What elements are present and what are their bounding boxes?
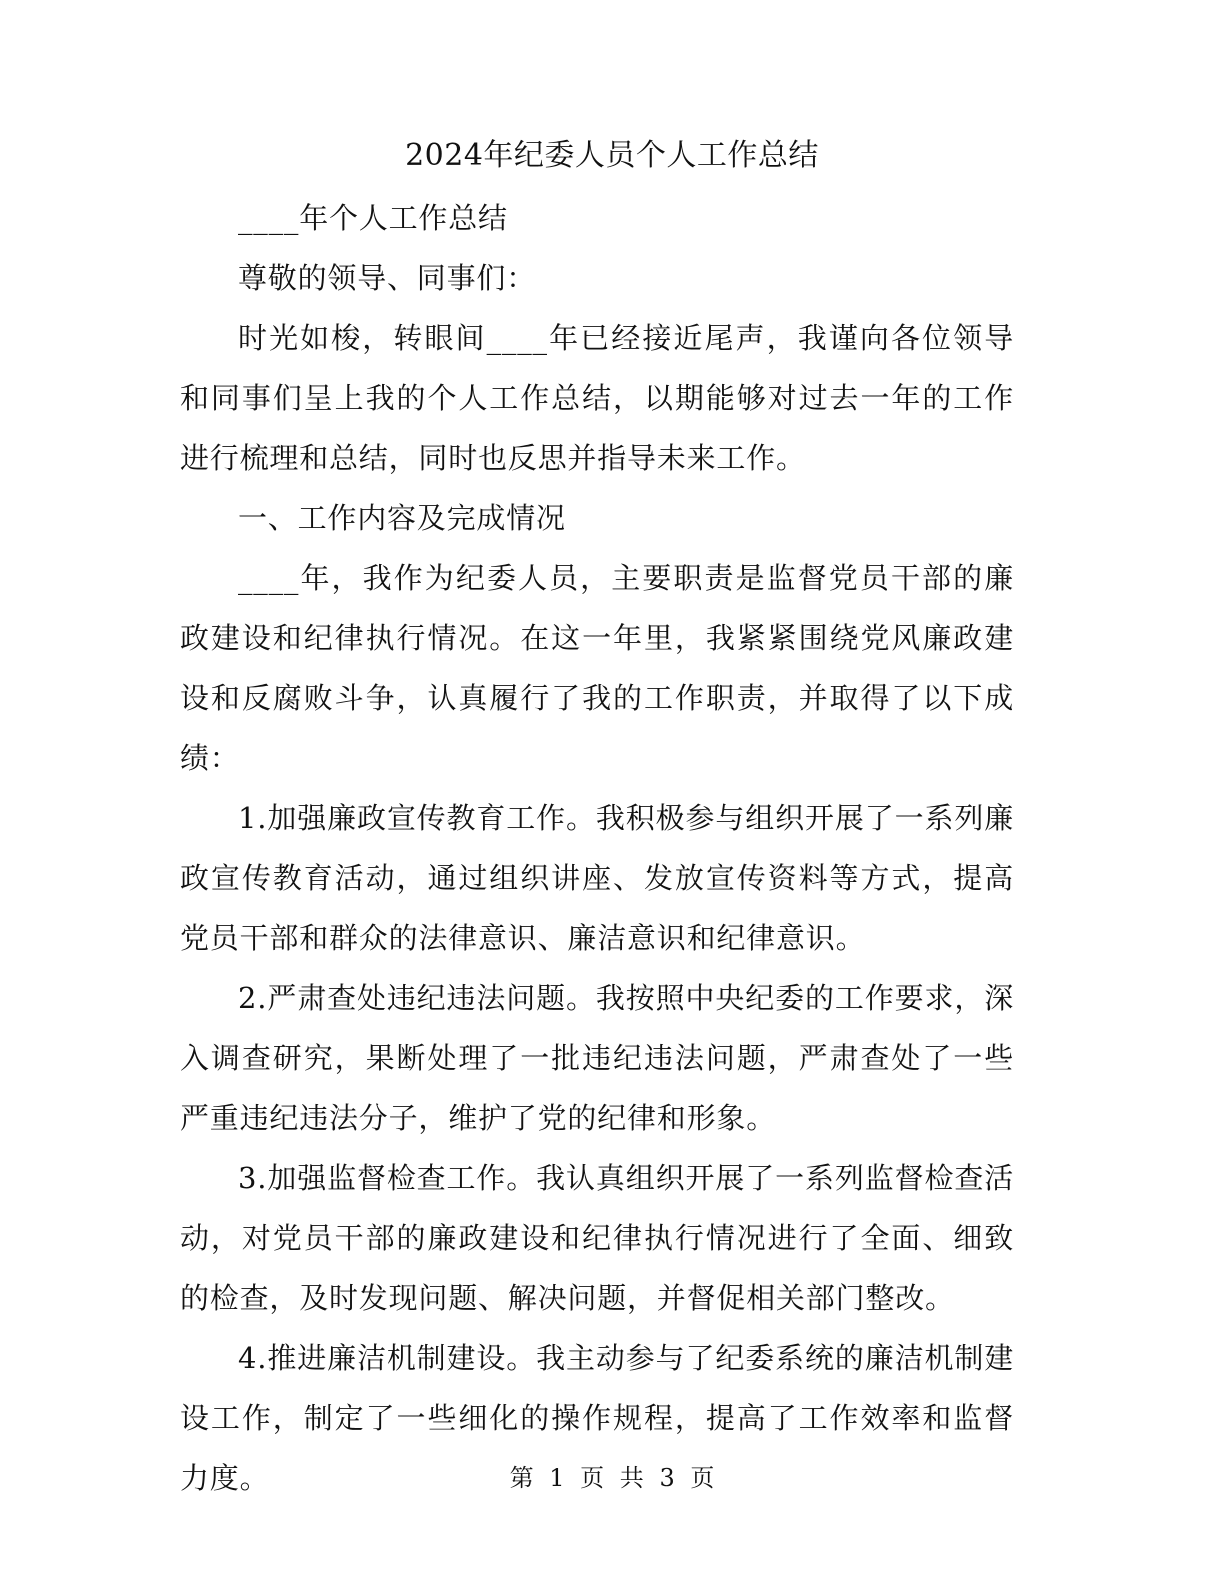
- paragraph-year-summary-heading: ____年个人工作总结: [238, 201, 508, 235]
- list-item-1: 1.加强廉政宣传教育工作。我积极参与组织开展了一系列廉政宣传教育活动，通过组织讲座、发放宣传资料等方式，提高党员干部和群众的法律意识、廉洁意识和纪律意识。: [180, 801, 1014, 955]
- paragraph-salutation: 尊敬的领导、同事们：: [238, 261, 537, 295]
- page-number-footer: 第 1 页 共 3 页: [509, 1464, 715, 1492]
- document-body: [180, 188, 1014, 1508]
- paragraph-intro: 时光如梭，转眼间____年已经接近尾声，我谨向各位领导和同事们呈上我的个人工作总结，以期能够对过去一年的工作进行梳理和总结，同时也反思并指导未来工作。: [180, 321, 1014, 475]
- section-heading-work-content: 一、工作内容及完成情况: [238, 501, 566, 535]
- document-title: 2024年纪委人员个人工作总结: [405, 138, 819, 173]
- list-item-2: 2.严肃查处违纪违法问题。我按照中央纪委的工作要求，深入调查研究，果断处理了一批违纪违法问题，严肃查处了一些严重违纪违法分子，维护了党的纪律和形象。: [180, 981, 1014, 1135]
- list-item-3: 3.加强监督检查工作。我认真组织开展了一系列监督检查活动，对党员干部的廉政建设和纪律执行情况进行了全面、细致的检查，及时发现问题、解决问题，并督促相关部门整改。: [180, 1161, 1014, 1315]
- paragraph-duties: ____年，我作为纪委人员，主要职责是监督党员干部的廉政建设和纪律执行情况。在这一年里，我紧紧围绕党风廉政建设和反腐败斗争，认真履行了我的工作职责，并取得了以下成绩：: [180, 561, 1014, 775]
- list-item-4: 4.推进廉洁机制建设。我主动参与了纪委系统的廉洁机制建设工作，制定了一些细化的操作规程，提高了工作效率和监督力度。: [180, 1341, 1014, 1495]
